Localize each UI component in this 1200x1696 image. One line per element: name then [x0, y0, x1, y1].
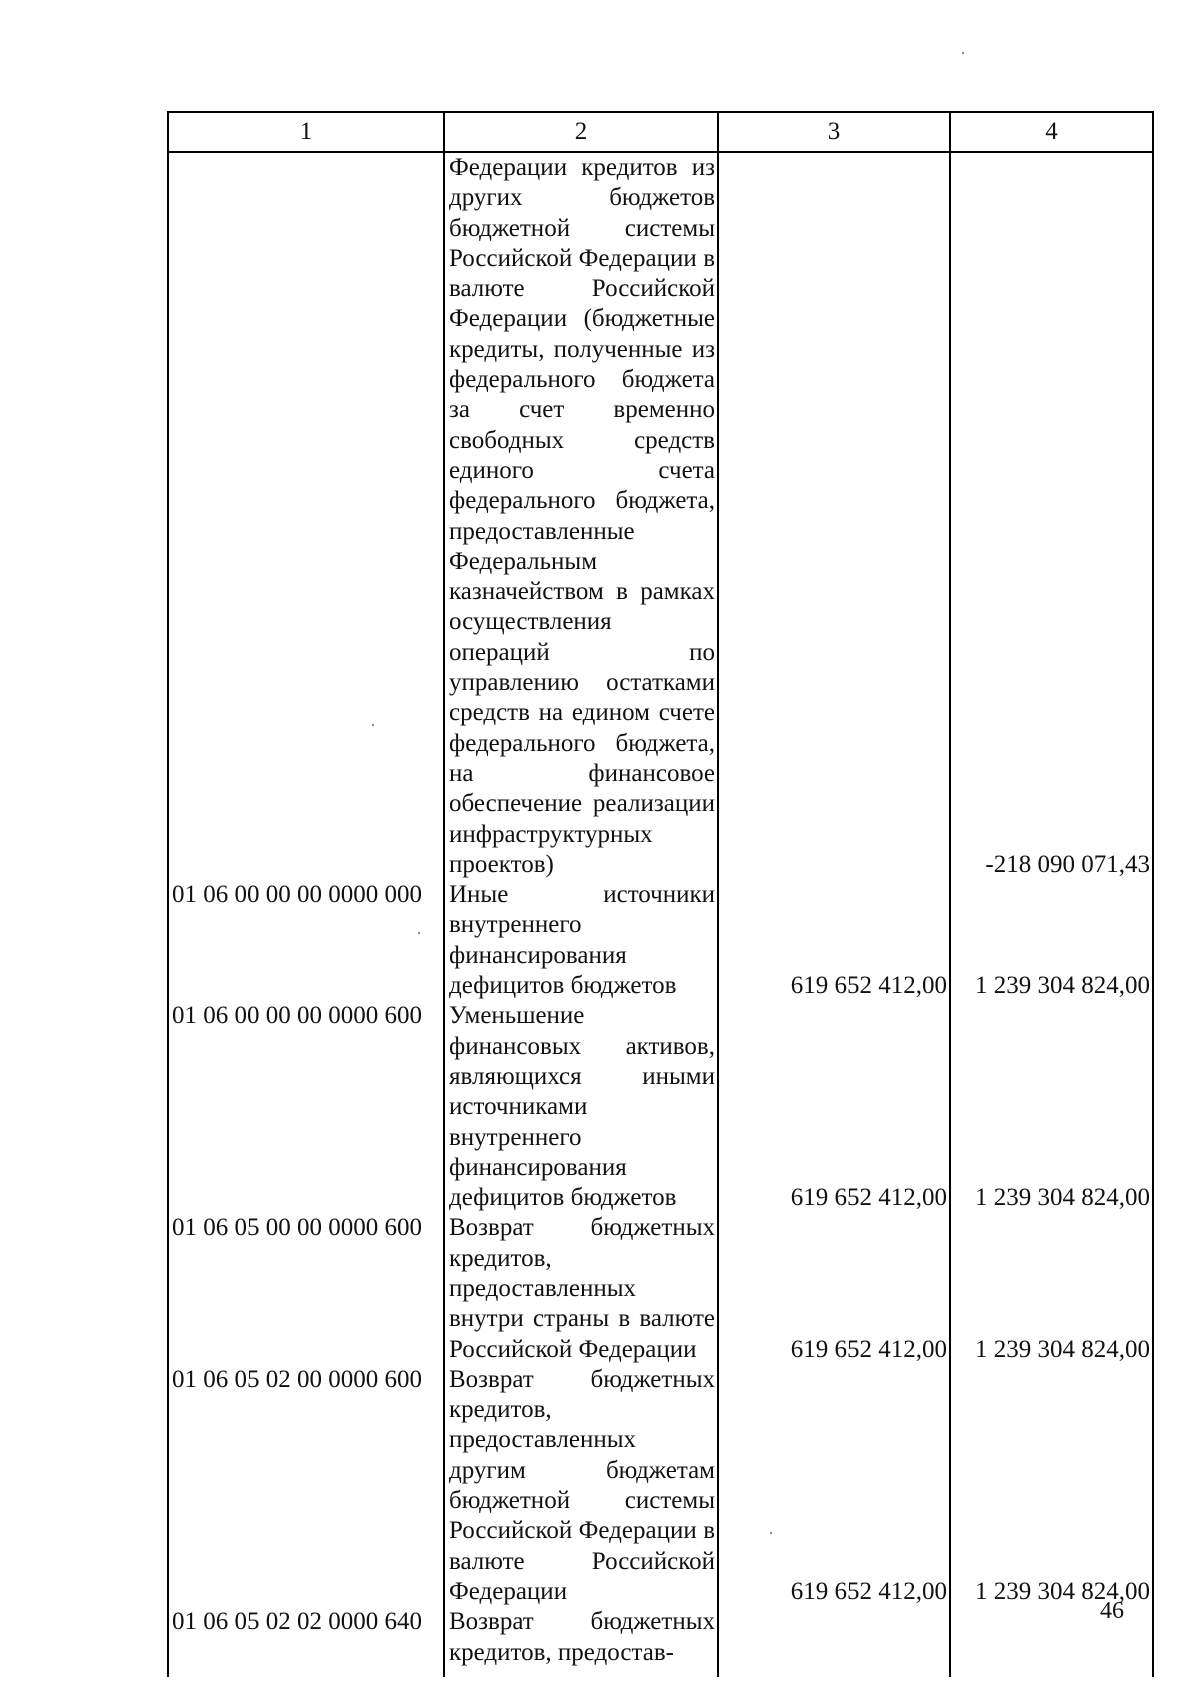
row-code: 01 06 00 00 00 0000 600 — [168, 1001, 444, 1213]
row-value-col3 — [718, 1607, 950, 1677]
row-value-col3: 619 652 412,00 — [718, 1001, 950, 1213]
table-row — [168, 1213, 1153, 1364]
row-code: 01 06 05 02 00 0000 600 — [168, 1365, 444, 1607]
row-name: Возврат бюджетных кредитов, предоставленных внутри страны в валюте Российской Федерации — [444, 1213, 718, 1364]
header-col-3: 3 — [718, 112, 950, 152]
row-value-col4: 1 239 304 824,00 — [950, 1001, 1153, 1213]
budget-sources-table — [167, 111, 1154, 1677]
header-col-4: 4 — [950, 112, 1153, 152]
scan-speck — [418, 932, 420, 934]
row-value-col3: 619 652 412,00 — [718, 1365, 950, 1607]
row-code — [168, 152, 444, 880]
table-row — [168, 1001, 1153, 1213]
row-code: 01 06 05 00 00 0000 600 — [168, 1213, 444, 1364]
row-value-col4: 1 239 304 824,00 — [950, 880, 1153, 1001]
row-name: Иные источники внутреннего финансирования дефицитов бюджетов — [444, 880, 718, 1001]
row-code: 01 06 05 02 02 0000 640 — [168, 1607, 444, 1677]
row-value-col3 — [718, 152, 950, 880]
row-value-col3: 619 652 412,00 — [718, 1213, 950, 1364]
row-value-col4: 1 239 304 824,00 — [950, 1365, 1153, 1607]
page-number: 46 — [1100, 1598, 1124, 1624]
table-row — [168, 152, 1153, 880]
scan-speck — [372, 724, 374, 726]
table-row — [168, 1365, 1153, 1607]
table-row — [168, 1607, 1153, 1677]
row-value-col4: 1 239 304 824,00 — [950, 1213, 1153, 1364]
row-name: Возврат бюджетных кредитов, предостав- — [444, 1607, 718, 1677]
table-row — [168, 880, 1153, 1001]
scan-speck — [962, 52, 964, 54]
row-name: Возврат бюджетных кредитов, предоставленных другим бюджетам бюджетной системы Российской Федерации в валюте Российской Федерации — [444, 1365, 718, 1607]
row-name: Федерации кредитов из других бюджетов бюджетной системы Российской Федерации в валюте Российской Федерации (бюджетные кредиты, полученные из федерального бюджета за счет временно свободных средств единого счета федерального бюджета, предоставленные Федеральным казначейством в рамках осуществления операций по управлению остатками средств на едином счете федерального бюджета, на финансовое обеспечение реализации инфраструктурных проектов) — [444, 152, 718, 880]
row-name: Уменьшение финансовых активов, являющихся иными источниками внутреннего финансирования дефицитов бюджетов — [444, 1001, 718, 1213]
row-code: 01 06 00 00 00 0000 000 — [168, 880, 444, 1001]
row-value-col4: -218 090 071,43 — [950, 152, 1153, 880]
table-header-row — [168, 112, 1153, 152]
header-col-1: 1 — [168, 112, 444, 152]
header-col-2: 2 — [444, 112, 718, 152]
row-value-col3: 619 652 412,00 — [718, 880, 950, 1001]
scan-speck — [770, 1532, 772, 1534]
